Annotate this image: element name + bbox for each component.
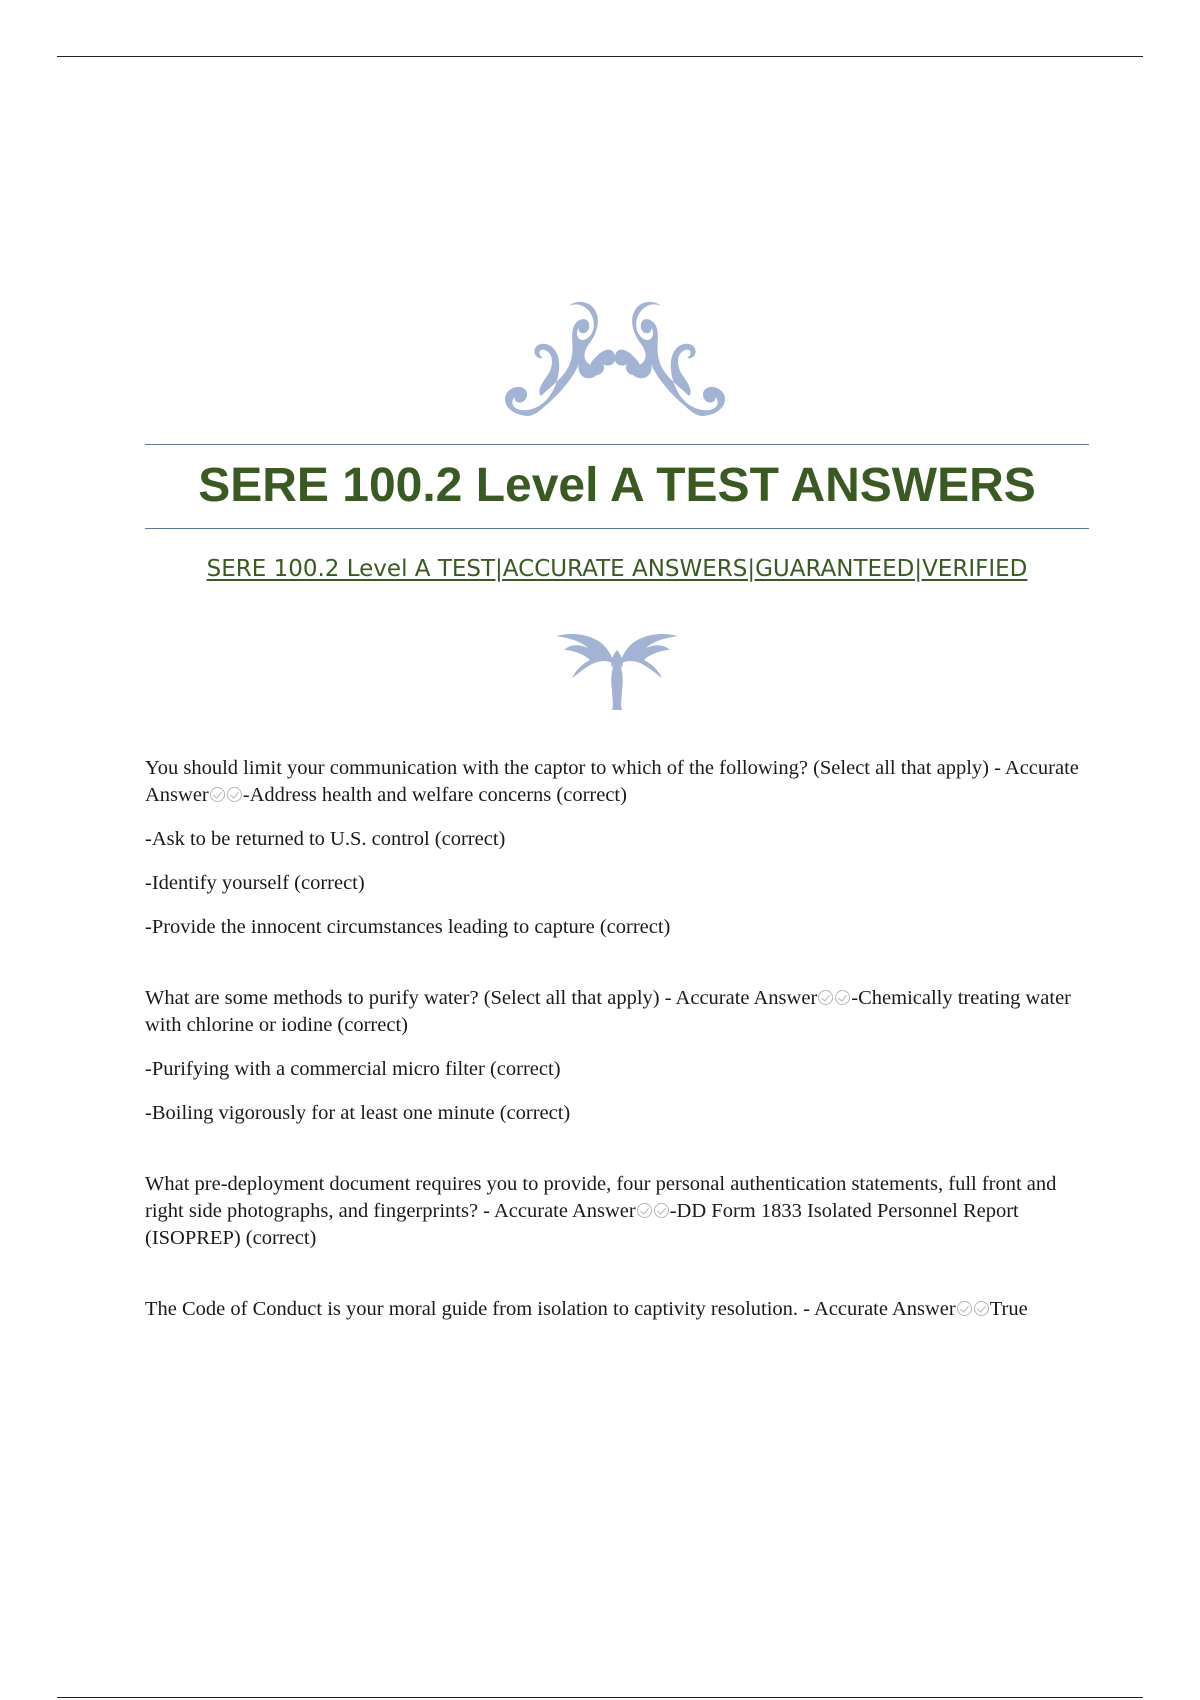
answer-line: -Identify yourself (correct) bbox=[145, 872, 365, 894]
check-circle-icon bbox=[818, 990, 833, 1005]
answer-line: -Boiling vigorously for at least one minute (correct) bbox=[145, 1102, 571, 1124]
title-top-rule bbox=[145, 444, 1089, 445]
qa-item bbox=[145, 755, 1085, 941]
question-text: You should limit your communication with the captor to which of the following? (Select all that apply) - Accurate Answer bbox=[145, 757, 1079, 806]
check-circle-icon bbox=[974, 1301, 989, 1316]
qa-question bbox=[145, 985, 1085, 1039]
document-title: SERE 100.2 Level A TEST ANSWERS bbox=[198, 459, 1036, 512]
qa-question bbox=[145, 755, 1085, 809]
qa-item bbox=[145, 1171, 1085, 1252]
qa-question bbox=[145, 1171, 1085, 1252]
answer-text: True bbox=[989, 1298, 1028, 1320]
answer-line: -Ask to be returned to U.S. control (correct) bbox=[145, 828, 506, 850]
qa-item bbox=[145, 985, 1085, 1127]
check-circle-icon bbox=[835, 990, 850, 1005]
qa-item bbox=[145, 1296, 1085, 1323]
document-subtitle: SERE 100.2 Level A TEST|ACCURATE ANSWERS|GUARANTEED|VERIFIED bbox=[206, 556, 1028, 582]
floral-ornament-icon bbox=[497, 298, 733, 426]
question-text: The Code of Conduct is your moral guide from isolation to captivity resolution. - Accurate Answer bbox=[145, 1298, 956, 1320]
check-circle-icon bbox=[227, 787, 242, 802]
answer-text: -DD Form 1833 Isolated Personnel Report (ISOPREP) (correct) bbox=[145, 1200, 1019, 1249]
qa-list bbox=[145, 755, 1085, 1340]
check-circle-icon bbox=[637, 1203, 652, 1218]
check-circle-icon bbox=[210, 787, 225, 802]
answer-text: -Address health and welfare concerns (correct) bbox=[242, 784, 627, 806]
page-top-rule bbox=[57, 56, 1143, 57]
question-text: What are some methods to purify water? (Select all that apply) - Accurate Answer bbox=[145, 987, 818, 1009]
answer-line: -Purifying with a commercial micro filter (correct) bbox=[145, 1058, 561, 1080]
qa-question bbox=[145, 1296, 1085, 1323]
fleuron-ornament-icon bbox=[554, 630, 680, 710]
check-circle-icon bbox=[654, 1203, 669, 1218]
title-bottom-rule bbox=[145, 528, 1089, 529]
page-bottom-rule bbox=[57, 1697, 1143, 1698]
question-text: What pre-deployment document requires you to provide, four personal authentication statements, full front and right side photographs, and fingerprints? - Accurate Answer bbox=[145, 1173, 1057, 1222]
check-circle-icon bbox=[957, 1301, 972, 1316]
answer-text: -Chemically treating water with chlorine or iodine (correct) bbox=[145, 987, 1071, 1036]
answer-line: -Provide the innocent circumstances leading to capture (correct) bbox=[145, 916, 671, 938]
